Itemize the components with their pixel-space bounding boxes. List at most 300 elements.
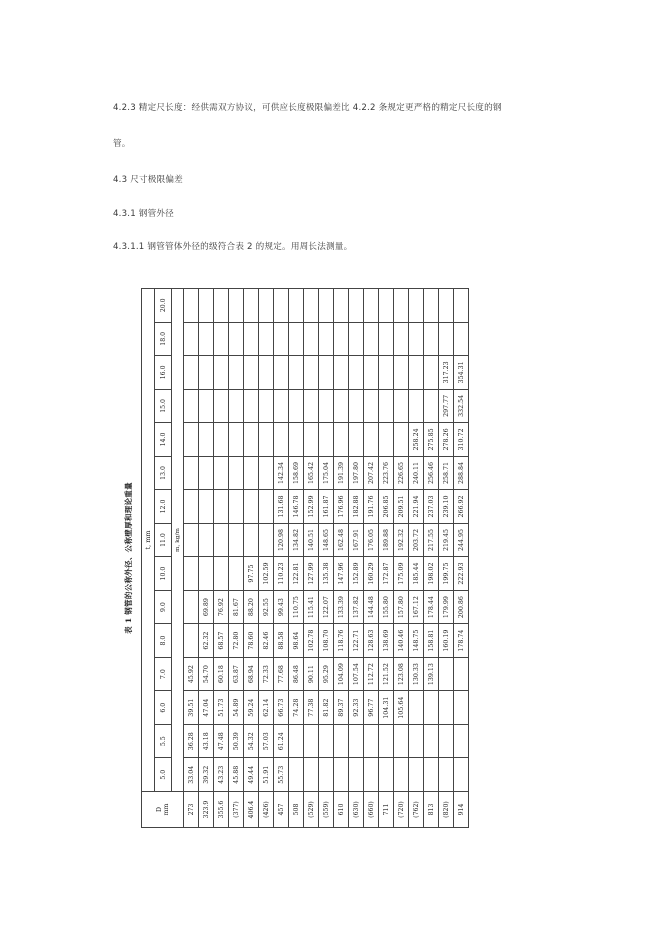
weight-cell: [364, 289, 379, 323]
weight-cell: [184, 456, 199, 490]
weight-cell: 221.94: [409, 490, 424, 524]
weight-cell: 185.44: [409, 557, 424, 591]
row-outer-diameter: 508: [289, 792, 304, 828]
weight-cell: [199, 423, 214, 457]
weight-cell: [229, 389, 244, 423]
header-thickness-value: 6.0: [155, 691, 172, 725]
weight-cell: [394, 389, 409, 423]
weight-cell: 176.96: [334, 490, 349, 524]
weight-cell: 90.11: [304, 657, 319, 691]
weight-cell: 161.87: [319, 490, 334, 524]
header-thickness-value: 20.0: [155, 289, 172, 323]
weight-cell: 102.59: [259, 557, 274, 591]
weight-cell: 104.31: [379, 691, 394, 725]
section-heading-4-3-1: 4.3.1 钢管外径: [113, 209, 174, 219]
weight-cell: [439, 691, 454, 725]
weight-cell: 39.32: [199, 758, 214, 792]
weight-cell: 43.23: [214, 758, 229, 792]
weight-cell: 134.82: [289, 523, 304, 557]
weight-cell: 192.32: [394, 523, 409, 557]
weight-cell: [214, 423, 229, 457]
weight-cell: 133.39: [334, 590, 349, 624]
weight-cell: [409, 289, 424, 323]
weight-cell: 98.64: [289, 624, 304, 658]
header-thickness-value: 16.0: [155, 356, 172, 390]
weight-cell: 332.54: [454, 389, 469, 423]
weight-cell: 354.31: [454, 356, 469, 390]
row-outer-diameter: 355.6: [214, 792, 229, 828]
weight-cell: [184, 322, 199, 356]
weight-cell: [349, 356, 364, 390]
weight-cell: [409, 758, 424, 792]
weight-cell: 104.09: [334, 657, 349, 691]
weight-cell: 206.85: [379, 490, 394, 524]
weight-cell: 36.28: [184, 724, 199, 758]
weight-cell: 152.99: [304, 490, 319, 524]
weight-cell: 107.54: [349, 657, 364, 691]
weight-cell: 51.91: [259, 758, 274, 792]
weight-cell: [454, 657, 469, 691]
weight-cell: 179.99: [439, 590, 454, 624]
weight-cell: [259, 456, 274, 490]
weight-cell: 74.28: [289, 691, 304, 725]
row-outer-diameter: (720): [394, 792, 409, 828]
weight-cell: 222.93: [454, 557, 469, 591]
weight-cell: 99.43: [274, 590, 289, 624]
weight-cell: 68.57: [214, 624, 229, 658]
table-row: [424, 289, 439, 828]
weight-cell: 217.55: [424, 523, 439, 557]
weight-cell: [259, 389, 274, 423]
weight-cell: 88.20: [244, 590, 259, 624]
weight-cell: 62.14: [259, 691, 274, 725]
weight-cell: 175.04: [319, 456, 334, 490]
weight-cell: [274, 356, 289, 390]
weight-cell: 160.19: [439, 624, 454, 658]
table-row: [214, 289, 229, 828]
weight-cell: [229, 557, 244, 591]
weight-cell: 155.80: [379, 590, 394, 624]
weight-cell: [304, 724, 319, 758]
row-outer-diameter: 323.9: [199, 792, 214, 828]
weight-cell: 81.82: [319, 691, 334, 725]
weight-cell: 162.48: [334, 523, 349, 557]
row-outer-diameter: (820): [439, 792, 454, 828]
weight-cell: [424, 289, 439, 323]
weight-cell: [304, 356, 319, 390]
weight-cell: [214, 289, 229, 323]
weight-cell: [229, 456, 244, 490]
weight-cell: 110.23: [274, 557, 289, 591]
weight-cell: [289, 423, 304, 457]
weight-cell: [409, 691, 424, 725]
weight-cell: [394, 758, 409, 792]
weight-cell: [454, 724, 469, 758]
weight-cell: [304, 423, 319, 457]
weight-cell: [214, 490, 229, 524]
weight-cell: 256.46: [424, 456, 439, 490]
table-row: [199, 289, 214, 828]
table-row: [439, 289, 454, 828]
weight-cell: 105.64: [394, 691, 409, 725]
weight-cell: 59.24: [244, 691, 259, 725]
weight-cell: [334, 423, 349, 457]
header-thickness-value: 14.0: [155, 423, 172, 457]
weight-cell: 122.07: [319, 590, 334, 624]
weight-cell: [244, 490, 259, 524]
header-d-label: D: [155, 807, 163, 812]
weight-cell: 112.72: [364, 657, 379, 691]
weight-cell: [349, 758, 364, 792]
weight-cell: [244, 456, 259, 490]
weight-cell: [439, 724, 454, 758]
weight-cell: [214, 523, 229, 557]
weight-cell: 120.98: [274, 523, 289, 557]
weight-cell: 148.75: [409, 624, 424, 658]
paragraph-4-3-1-1: 4.3.1.1 钢管管体外径的级符合表 2 的规定。用周长法测量。: [113, 242, 353, 252]
row-outer-diameter: 711: [379, 792, 394, 828]
weight-cell: 77.38: [304, 691, 319, 725]
weight-cell: [184, 356, 199, 390]
weight-cell: 118.76: [334, 624, 349, 658]
weight-cell: [274, 423, 289, 457]
weight-cell: [364, 356, 379, 390]
weight-cell: 172.87: [379, 557, 394, 591]
weight-cell: [319, 322, 334, 356]
weight-cell: 152.89: [349, 557, 364, 591]
weight-cell: [349, 423, 364, 457]
weight-cell: [454, 758, 469, 792]
table-row: [274, 289, 289, 828]
weight-cell: 66.73: [274, 691, 289, 725]
weight-cell: [349, 322, 364, 356]
row-outer-diameter: 457: [274, 792, 289, 828]
weight-cell: [319, 423, 334, 457]
weight-cell: [409, 356, 424, 390]
weight-cell: [379, 389, 394, 423]
weight-cell: [229, 523, 244, 557]
table-row: [454, 289, 469, 828]
weight-cell: 317.23: [439, 356, 454, 390]
weight-cell: 278.26: [439, 423, 454, 457]
weight-cell: 122.81: [289, 557, 304, 591]
weight-cell: [259, 523, 274, 557]
weight-cell: [379, 724, 394, 758]
header-thickness-value: 5.5: [155, 724, 172, 758]
weight-cell: 63.87: [229, 657, 244, 691]
weight-cell: [244, 389, 259, 423]
weight-cell: 142.34: [274, 456, 289, 490]
header-thickness-value: 10.0: [155, 557, 172, 591]
weight-cell: [259, 423, 274, 457]
weight-cell: 147.96: [334, 557, 349, 591]
weight-cell: [349, 389, 364, 423]
weight-cell: [199, 356, 214, 390]
weight-cell: 226.65: [394, 456, 409, 490]
weight-cell: [439, 322, 454, 356]
weight-cell: 178.44: [424, 590, 439, 624]
weight-cell: [409, 389, 424, 423]
weight-cell: 96.77: [364, 691, 379, 725]
weight-cell: 167.12: [409, 590, 424, 624]
weight-cell: [349, 724, 364, 758]
weight-cell: [214, 456, 229, 490]
weight-cell: [364, 322, 379, 356]
weight-cell: 223.76: [379, 456, 394, 490]
weight-cell: [319, 356, 334, 390]
weight-cell: [184, 289, 199, 323]
weight-cell: 139.13: [424, 657, 439, 691]
weight-cell: [379, 356, 394, 390]
weight-cell: 43.18: [199, 724, 214, 758]
table-row: [394, 289, 409, 828]
weight-cell: [364, 724, 379, 758]
table-row: [319, 289, 334, 828]
weight-cell: 45.88: [229, 758, 244, 792]
weight-cell: [439, 758, 454, 792]
weight-cell: [214, 557, 229, 591]
weight-cell: 157.80: [394, 590, 409, 624]
weight-cell: 197.80: [349, 456, 364, 490]
row-outer-diameter: (426): [259, 792, 274, 828]
weight-cell: [379, 289, 394, 323]
weight-cell: [454, 322, 469, 356]
weight-cell: [304, 389, 319, 423]
weight-cell: [364, 758, 379, 792]
weight-cell: 122.71: [349, 624, 364, 658]
weight-cell: 61.24: [274, 724, 289, 758]
weight-cell: [259, 356, 274, 390]
weight-cell: [289, 356, 304, 390]
weight-cell: 165.42: [304, 456, 319, 490]
weight-cell: 50.39: [229, 724, 244, 758]
weight-cell: 82.46: [259, 624, 274, 658]
weight-cell: 189.88: [379, 523, 394, 557]
table-row: [304, 289, 319, 828]
table-row: [379, 289, 394, 828]
table-title: 表 1 钢管的公称外径、公称壁厚和理论重量: [124, 482, 133, 634]
weight-cell: 135.38: [319, 557, 334, 591]
weight-cell: [424, 322, 439, 356]
weight-cell: 237.03: [424, 490, 439, 524]
header-thickness-value: 5.0: [155, 758, 172, 792]
weight-cell: [439, 289, 454, 323]
header-thickness-value: 7.0: [155, 657, 172, 691]
weight-table: [141, 288, 469, 828]
table-row: [244, 289, 259, 828]
weight-cell: 275.85: [424, 423, 439, 457]
weight-cell: [304, 289, 319, 323]
weight-cell: [394, 322, 409, 356]
weight-cell: 102.78: [304, 624, 319, 658]
weight-cell: 92.55: [259, 590, 274, 624]
weight-cell: [244, 423, 259, 457]
header-thickness-value: 12.0: [155, 490, 172, 524]
weight-cell: [184, 523, 199, 557]
section-heading-4-3: 4.3 尺寸极限偏差: [113, 175, 183, 185]
weight-cell: [244, 322, 259, 356]
weight-cell: [364, 423, 379, 457]
weight-cell: 207.42: [364, 456, 379, 490]
row-outer-diameter: (559): [319, 792, 334, 828]
weight-cell: [349, 289, 364, 323]
weight-cell: 199.75: [439, 557, 454, 591]
header-mass-unit: m, kg/m: [172, 289, 184, 792]
header-thickness-value: 11.0: [155, 523, 172, 557]
weight-cell: 200.86: [454, 590, 469, 624]
weight-cell: 167.91: [349, 523, 364, 557]
weight-cell: 203.72: [409, 523, 424, 557]
weight-cell: 72.80: [229, 624, 244, 658]
weight-cell: [184, 624, 199, 658]
weight-cell: 72.33: [259, 657, 274, 691]
weight-cell: 209.51: [394, 490, 409, 524]
weight-cell: 54.32: [244, 724, 259, 758]
weight-cell: [439, 657, 454, 691]
weight-cell: 158.69: [289, 456, 304, 490]
paragraph-4-2-3-continued: 管。: [113, 139, 131, 149]
weight-cell: [364, 389, 379, 423]
weight-cell: [214, 356, 229, 390]
weight-cell: [424, 356, 439, 390]
weight-cell: 219.45: [439, 523, 454, 557]
weight-cell: 288.84: [454, 456, 469, 490]
weight-cell: 115.41: [304, 590, 319, 624]
weight-cell: 182.88: [349, 490, 364, 524]
weight-cell: [199, 456, 214, 490]
weight-cell: 54.89: [229, 691, 244, 725]
weight-cell: [304, 322, 319, 356]
weight-cell: [229, 423, 244, 457]
weight-cell: [214, 322, 229, 356]
weight-cell: [184, 423, 199, 457]
weight-cell: [229, 322, 244, 356]
weight-cell: [199, 490, 214, 524]
weight-cell: 175.09: [394, 557, 409, 591]
weight-cell: 239.10: [439, 490, 454, 524]
weight-cell: [274, 322, 289, 356]
weight-cell: 60.18: [214, 657, 229, 691]
weight-cell: 176.05: [364, 523, 379, 557]
weight-cell: [184, 590, 199, 624]
header-thickness-value: 15.0: [155, 389, 172, 423]
weight-cell: 266.92: [454, 490, 469, 524]
weight-cell: [229, 356, 244, 390]
row-outer-diameter: 914: [454, 792, 469, 828]
weight-cell: [244, 289, 259, 323]
weight-cell: [199, 523, 214, 557]
weight-cell: [184, 389, 199, 423]
weight-cell: 76.92: [214, 590, 229, 624]
weight-cell: [424, 389, 439, 423]
weight-cell: 123.08: [394, 657, 409, 691]
weight-cell: 160.29: [364, 557, 379, 591]
weight-cell: 47.04: [199, 691, 214, 725]
weight-cell: 49.44: [244, 758, 259, 792]
weight-cell: [409, 322, 424, 356]
weight-cell: 57.03: [259, 724, 274, 758]
table-row: [289, 289, 304, 828]
weight-cell: 148.65: [319, 523, 334, 557]
header-thickness-value: 18.0: [155, 322, 172, 356]
weight-cell: 240.11: [409, 456, 424, 490]
weight-cell: [379, 423, 394, 457]
weight-cell: 258.71: [439, 456, 454, 490]
weight-cell: [199, 322, 214, 356]
weight-cell: 140.46: [394, 624, 409, 658]
row-outer-diameter: (529): [304, 792, 319, 828]
weight-cell: [244, 523, 259, 557]
weight-cell: [334, 322, 349, 356]
row-outer-diameter: 273: [184, 792, 199, 828]
table-row: [334, 289, 349, 828]
weight-cell: [454, 691, 469, 725]
weight-cell: 54.70: [199, 657, 214, 691]
weight-cell: 191.76: [364, 490, 379, 524]
table-row: [349, 289, 364, 828]
table-row: [184, 289, 199, 828]
weight-cell: 86.48: [289, 657, 304, 691]
table-row: [409, 289, 424, 828]
weight-cell: 191.39: [334, 456, 349, 490]
row-outer-diameter: (660): [364, 792, 379, 828]
weight-cell: [304, 758, 319, 792]
weight-cell: [379, 758, 394, 792]
weight-cell: 69.89: [199, 590, 214, 624]
weight-cell: [289, 289, 304, 323]
table-row: [229, 289, 244, 828]
weight-cell: [334, 356, 349, 390]
weight-cell: 92.33: [349, 691, 364, 725]
weight-cell: 131.68: [274, 490, 289, 524]
weight-cell: 146.78: [289, 490, 304, 524]
weight-cell: [394, 423, 409, 457]
weight-cell: 97.75: [244, 557, 259, 591]
header-thickness-value: 8.0: [155, 624, 172, 658]
weight-cell: [289, 389, 304, 423]
row-outer-diameter: 813: [424, 792, 439, 828]
weight-cell: 68.94: [244, 657, 259, 691]
rotated-table-block: [117, 280, 537, 836]
row-outer-diameter: (630): [349, 792, 364, 828]
weight-cell: [319, 758, 334, 792]
weight-cell: [274, 289, 289, 323]
weight-cell: 95.29: [319, 657, 334, 691]
paragraph-4-2-3: 4.2.3 精定尺长度：经供需双方协议，可供应长度极限偏差比 4.2.2 条规定更严格的精定尺长度的钢: [113, 103, 502, 113]
row-outer-diameter: 406.4: [244, 792, 259, 828]
weight-cell: [319, 289, 334, 323]
weight-cell: 244.95: [454, 523, 469, 557]
weight-cell: [229, 490, 244, 524]
weight-cell: 47.48: [214, 724, 229, 758]
weight-cell: 140.51: [304, 523, 319, 557]
weight-cell: [214, 389, 229, 423]
row-outer-diameter: (377): [229, 792, 244, 828]
weight-cell: 127.99: [304, 557, 319, 591]
scanned-table-image: [117, 280, 537, 836]
weight-cell: 178.74: [454, 624, 469, 658]
weight-cell: 51.73: [214, 691, 229, 725]
weight-cell: [259, 289, 274, 323]
weight-cell: 128.63: [364, 624, 379, 658]
table-row: [259, 289, 274, 828]
weight-cell: [319, 389, 334, 423]
weight-cell: [319, 724, 334, 758]
weight-cell: 297.77: [439, 389, 454, 423]
weight-cell: [424, 691, 439, 725]
weight-cell: 55.73: [274, 758, 289, 792]
header-d-unit: mm: [162, 803, 170, 816]
